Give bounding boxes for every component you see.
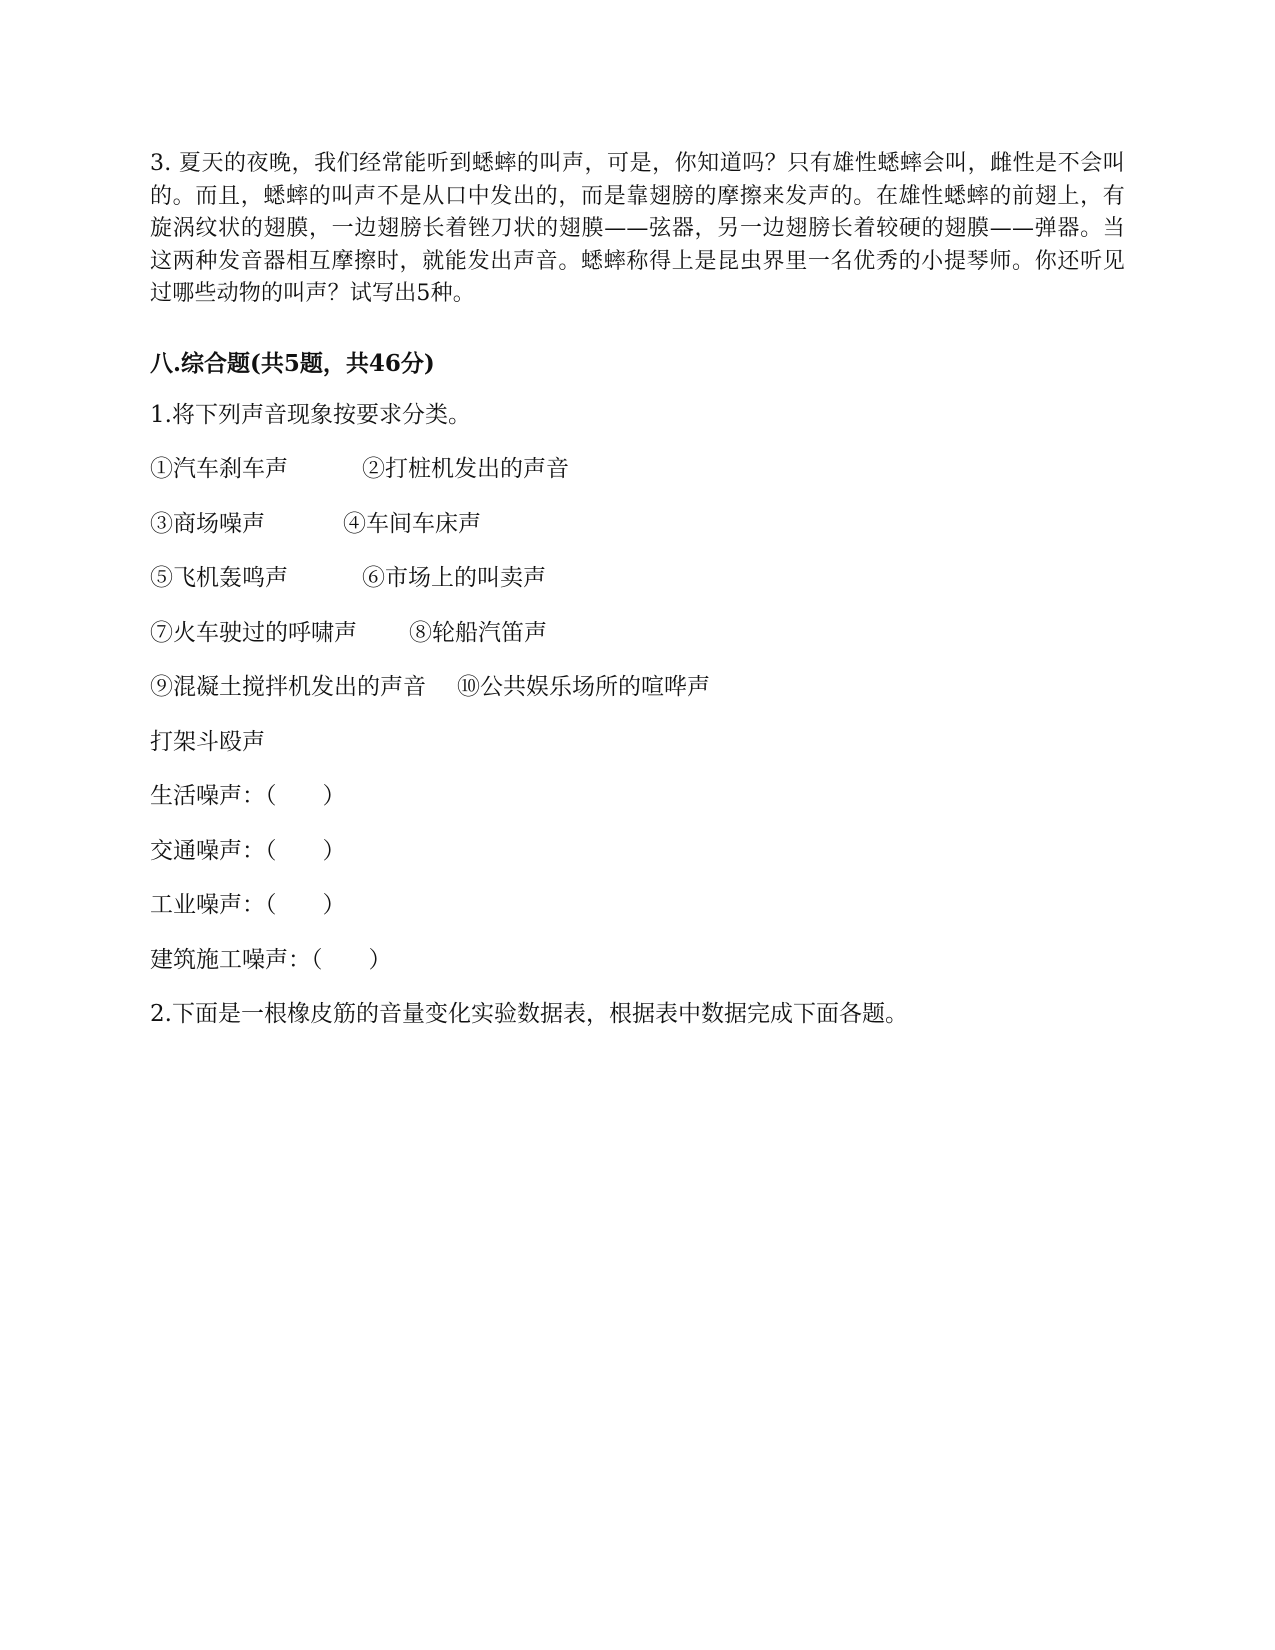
sound-item-extra: 打架斗殴声 bbox=[150, 729, 265, 755]
category-life-noise: 生活噪声：（ ） bbox=[150, 783, 346, 809]
question-3-text: 3. 夏天的夜晚，我们经常能听到蟋蟀的叫声，可是，你知道吗？只有雄性蟋蟀会叫，雌性是不会叫的。而且，蟋蟀的叫声不是从口中发出的，而是靠翅膀的摩擦来发声的。在雄性蟋蟀的前翅上，有旋涡纹状的翅膜，一边翅膀长着锉刀状的翅膜——弦器，另一边翅膀长着较硬的翅膜——弹器。当这两种发音器相互摩擦时，就能发出声音。蟋蟀称得上是昆虫界里一名优秀的小提琴师。你还听见过哪些动物的叫声？试写出5种。 bbox=[150, 151, 1125, 306]
sound-item-8: ⑧轮船汽笛声 bbox=[409, 620, 547, 646]
section-8-title: 八.综合题(共5题，共46分) bbox=[150, 350, 435, 377]
question-2-prompt: 2.下面是一根橡皮筋的音量变化实验数据表，根据表中数据完成下面各题。 bbox=[150, 1001, 908, 1027]
sound-item-7: ⑦火车驶过的呼啸声 bbox=[150, 620, 357, 646]
category-industrial-noise: 工业噪声：（ ） bbox=[150, 892, 346, 918]
sound-item-6: ⑥市场上的叫卖声 bbox=[362, 565, 546, 591]
sound-item-9: ⑨混凝土搅拌机发出的声音 bbox=[150, 674, 426, 700]
sound-item-2: ②打桩机发出的声音 bbox=[362, 456, 569, 482]
sound-item-1: ①汽车刹车声 bbox=[150, 456, 288, 482]
category-traffic-noise: 交通噪声：（ ） bbox=[150, 838, 346, 864]
sound-item-10: ⑩公共娱乐场所的喧哗声 bbox=[457, 674, 710, 700]
sound-item-5: ⑤飞机轰鸣声 bbox=[150, 565, 288, 591]
sound-item-3: ③商场噪声 bbox=[150, 511, 265, 537]
question-1-prompt: 1.将下列声音现象按要求分类。 bbox=[150, 402, 471, 428]
category-construction-noise: 建筑施工噪声：（ ） bbox=[150, 947, 392, 973]
sound-item-4: ④车间车床声 bbox=[343, 511, 481, 537]
